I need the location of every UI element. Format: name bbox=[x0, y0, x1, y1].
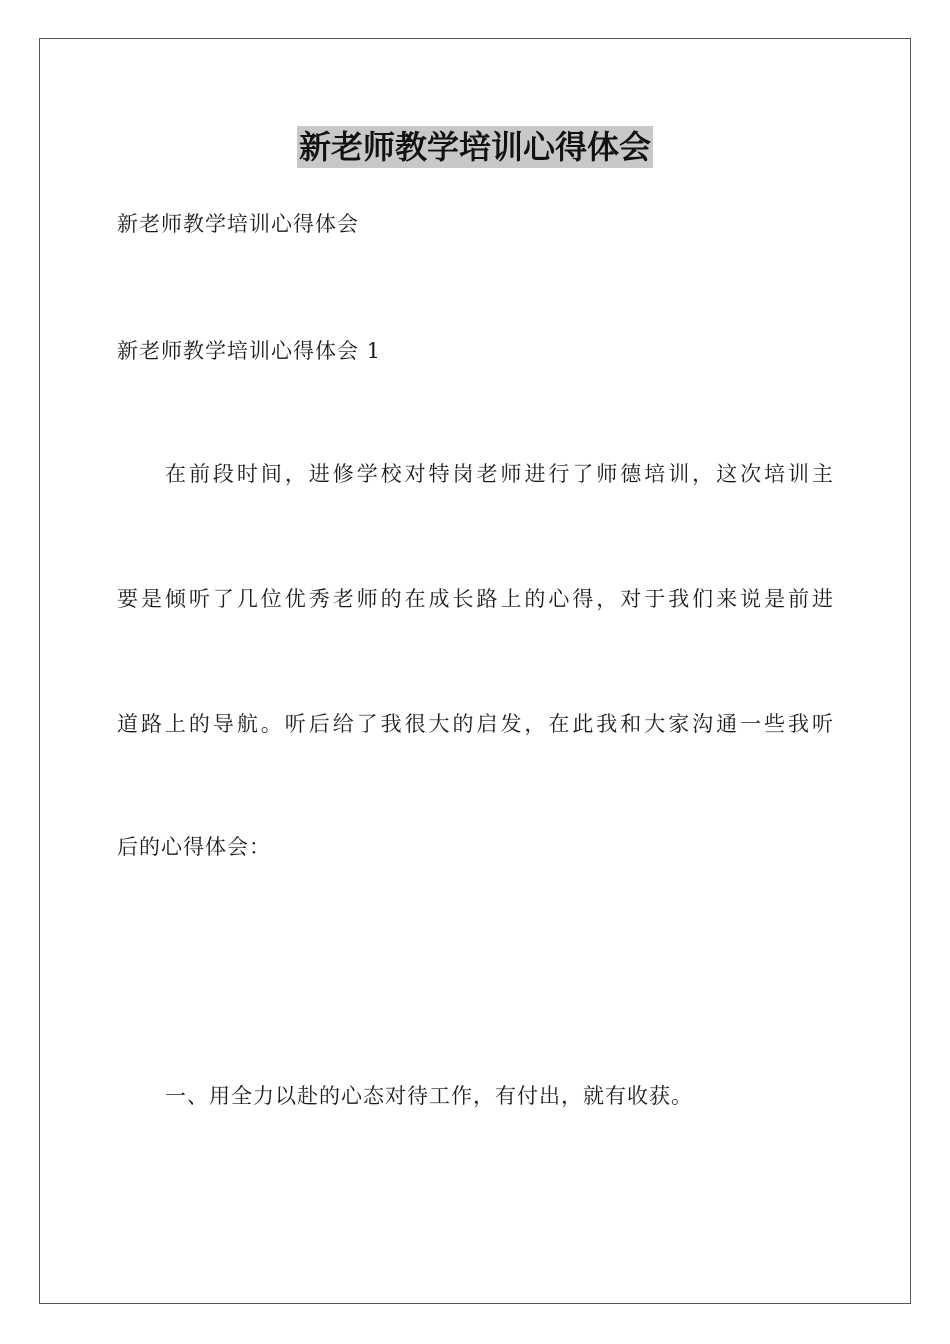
paragraph-line-1: 在前段时间，进修学校对特岗老师进行了师德培训，这次培训主 bbox=[165, 462, 833, 486]
point-one-heading: 一、用全力以赴的心态对待工作，有付出，就有收获。 bbox=[165, 1084, 693, 1108]
paragraph-line-3: 道路上的导航。听后给了我很大的启发，在此我和大家沟通一些我听 bbox=[117, 712, 833, 736]
title-container bbox=[0, 126, 950, 168]
paragraph-line-2: 要是倾听了几位优秀老师的在成长路上的心得，对于我们来说是前进 bbox=[117, 587, 833, 611]
paragraph-line-4: 后的心得体会： bbox=[117, 835, 271, 859]
section-heading: 新老师教学培训心得体会 1 bbox=[117, 339, 382, 363]
document-title: 新老师教学培训心得体会 bbox=[298, 128, 651, 166]
subtitle-line: 新老师教学培训心得体会 bbox=[117, 212, 359, 236]
